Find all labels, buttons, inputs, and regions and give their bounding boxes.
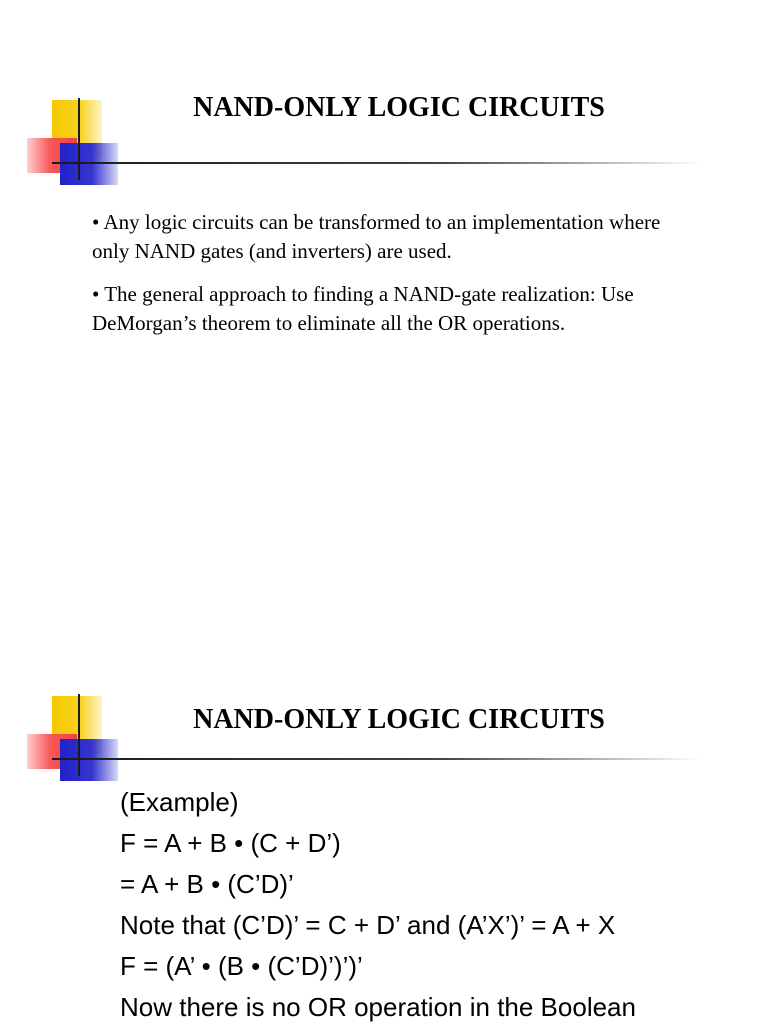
bullet-item: • The general approach to finding a NAND-gate realization: Use DeMorgan’s theorem to eliminate all the OR operations. <box>92 282 634 335</box>
logo-blue-square <box>60 739 118 781</box>
example-line: Note that (C’D)’ = C + D’ and (A’X’)’ = A + X <box>120 910 616 940</box>
title-underline <box>52 162 702 164</box>
slide-title: NAND-ONLY LOGIC CIRCUITS <box>193 92 605 123</box>
example-line: Now there is no OR operation in the Boolean <box>120 992 636 1022</box>
example-line: = A + B • (C’D)’ <box>120 869 294 899</box>
logo-vertical-line <box>78 98 80 180</box>
slide-logo-decoration <box>0 100 130 200</box>
logo-blue-square <box>60 143 118 185</box>
slide-title: NAND-ONLY LOGIC CIRCUITS <box>193 704 605 735</box>
slide-logo-decoration <box>0 696 130 796</box>
bullet-list <box>92 208 672 352</box>
example-line: (Example) <box>120 787 239 817</box>
logo-vertical-line <box>78 694 80 776</box>
slide-2 <box>0 612 768 1024</box>
title-underline <box>52 758 702 760</box>
example-line: F = A + B • (C + D’) <box>120 828 341 858</box>
example-line: F = (A’ • (B • (C’D)’)’)’ <box>120 951 363 981</box>
bullet-item: • Any logic circuits can be transformed to an implementation where only NAND gates (and inverters) are used. <box>92 210 661 263</box>
example-body <box>120 782 760 1024</box>
